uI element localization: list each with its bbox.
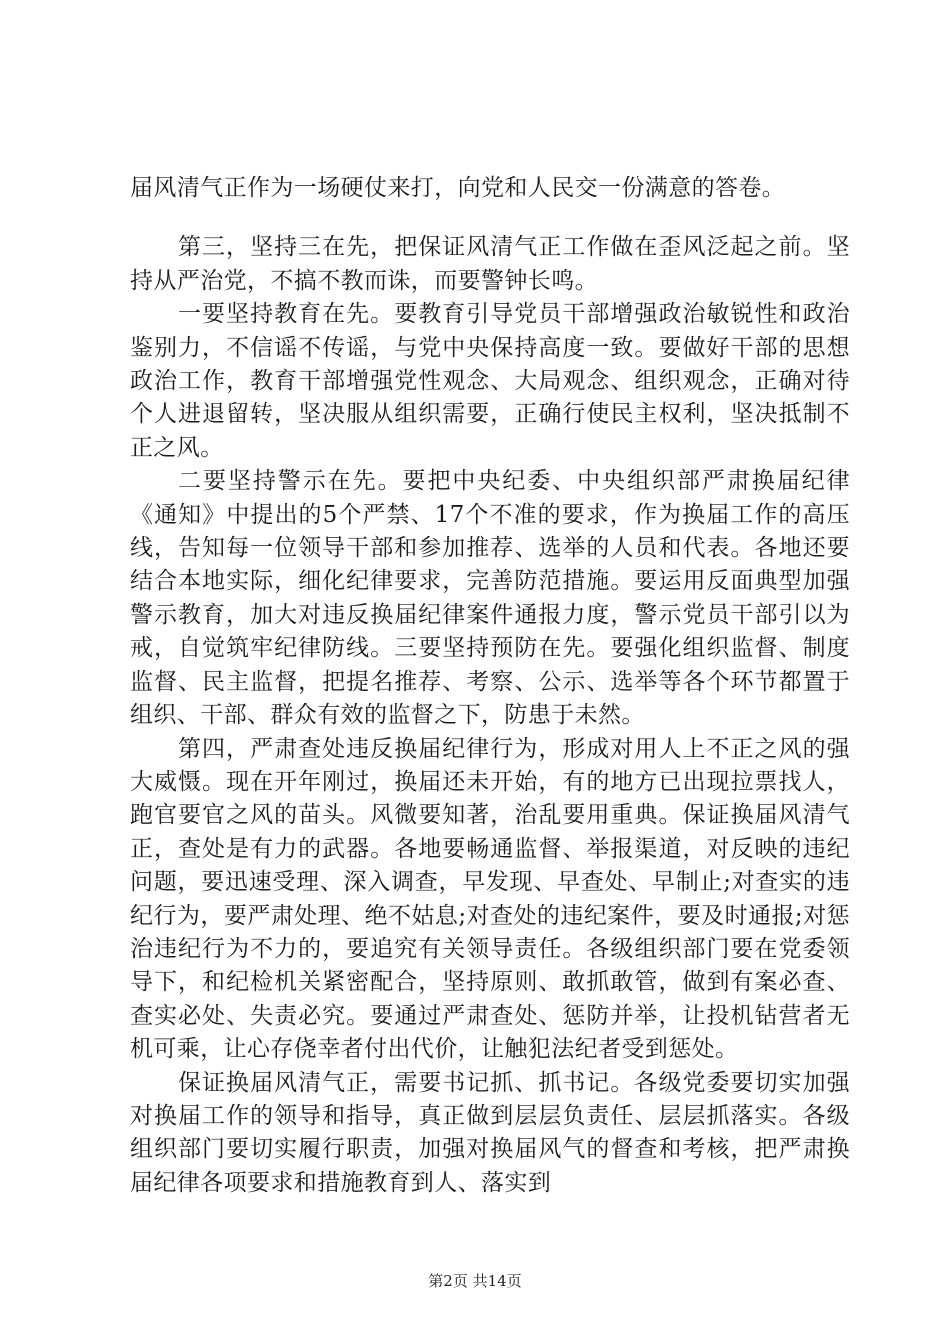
document-body [130, 172, 850, 1200]
paragraph-gap [130, 205, 850, 231]
page-number-label: 第2页 共14页 [428, 1272, 522, 1290]
paragraph-secretary-responsibility: 保证换届风清气正，需要书记抓、抓书记。各级党委要切实加强对换届工作的领导和指导，真正做到层层负责任、层层抓落实。各级组织部门要切实履行职责，加强对换届风气的督查和考核，把严肃换届纪律各项要求和措施教育到人、落实到 [130, 1069, 850, 1196]
paragraph-education-first: 一要坚持教育在先。要教育引导党员干部增强政治敏锐性和政治鉴别力，不信谣不传谣，与党中央保持高度一致。要做好干部的思想政治工作，教育干部增强党性观念、大局观念、组织观念，正确对待个人进退留转，坚决服从组织需要，正确行使民主权利，坚决抵制不正之风。 [130, 301, 850, 461]
paragraph-warning-first: 二要坚持警示在先。要把中央纪委、中央组织部严肃换届纪律《通知》中提出的5个严禁、17个不准的要求，作为换届工作的高压线，告知每一位领导干部和参加推荐、选举的人员和代表。各地还要结合本地实际，细化纪律要求，完善防范措施。要运用反面典型加强警示教育，加大对违反换届纪律案件通报力度，警示党员干部引以为戒，自觉筑牢纪律防线。三要坚持预防在先。要强化组织监督、制度监督、民主监督，把提名推荐、考察、公示、选举等各个环节都置于组织、干部、群众有效的监督之下，防患于未然。 [130, 468, 850, 729]
page-footer [0, 1270, 950, 1291]
paragraph-third-point: 第三，坚持三在先，把保证风清气正工作做在歪风泛起之前。坚持从严治党，不搞不教而诛，而要警钟长鸣。 [130, 234, 850, 294]
paragraph-continuation: 届风清气正作为一场硬仗来打，向党和人民交一份满意的答卷。 [130, 175, 786, 201]
paragraph-fourth-point: 第四，严肃查处违反换届纪律行为，形成对用人上不正之风的强大威慑。现在开年刚过，换届还未开始，有的地方已出现拉票找人，跑官要官之风的苗头。风微要知著，治乱要用重典。保证换届风清气正，查处是有力的武器。各地要畅通监督、举报渠道，对反映的违纪问题，要迅速受理、深入调查，早发现、早查处、早制止;对查实的违纪行为，要严肃处理、绝不姑息;对查处的违纪案件，要及时通报;对惩治违纪行为不力的，要追究有关领导责任。各级组织部门要在党委领导下，和纪检机关紧密配合，坚持原则、敢抓敢管，做到有案必查、查实必处、失责必究。要通过严肃查处、惩防并举，让投机钻营者无机可乘，让心存侥幸者付出代价，让触犯法纪者受到惩处。 [130, 735, 850, 1063]
